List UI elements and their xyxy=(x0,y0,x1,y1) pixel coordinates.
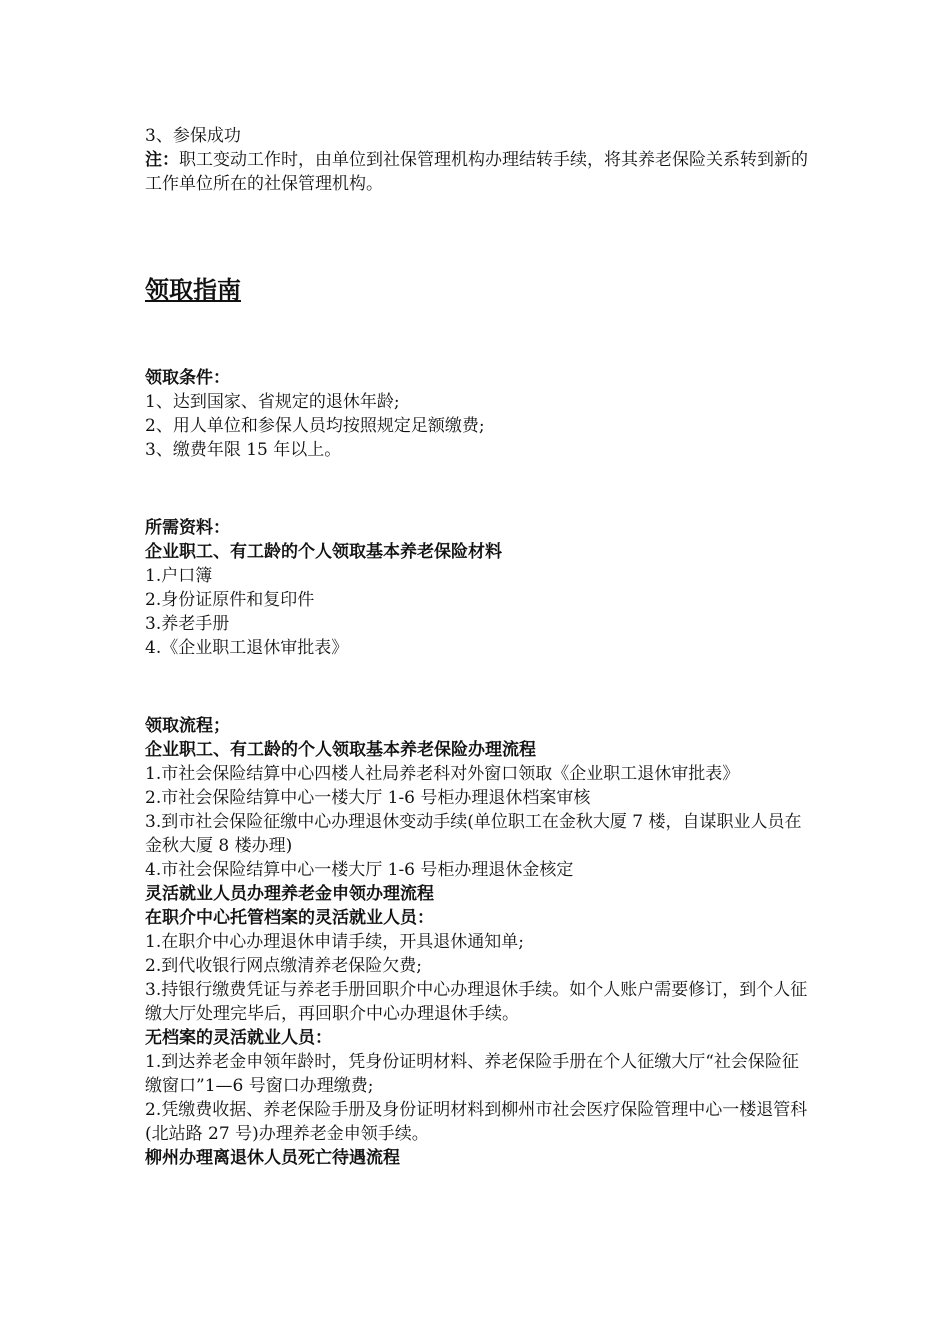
conditions-heading: 领取条件： xyxy=(145,368,230,388)
archived-heading: 在职介中心托管档案的灵活就业人员： xyxy=(145,908,434,928)
material-item-4: 4.《企业职工退休审批表》 xyxy=(145,638,349,658)
guide-title: 领取指南 xyxy=(145,275,241,304)
materials-subheading: 企业职工、有工龄的个人领取基本养老保险材料 xyxy=(145,542,502,562)
enterprise-step-2: 2.市社会保险结算中心一楼大厅 1-6 号柜办理退休档案审核 xyxy=(145,788,591,808)
condition-item-1: 1、达到国家、省规定的退休年龄; xyxy=(145,392,400,412)
process-heading: 领取流程； xyxy=(145,716,230,736)
note-label: 注： xyxy=(145,150,179,170)
enterprise-process-heading: 企业职工、有工龄的个人领取基本养老保险办理流程 xyxy=(145,740,536,760)
enterprise-step-4: 4.市社会保险结算中心一楼大厅 1-6 号柜办理退休金核定 xyxy=(145,860,574,880)
enterprise-step-3: 3.到市社会保险征缴中心办理退休变动手续(单位职工在金秋大厦 7 楼，自谋职业人员在金秋大厦 8 楼办理) xyxy=(145,812,802,856)
archived-step-1: 1.在职介中心办理退休申请手续，开具退休通知单; xyxy=(145,932,524,952)
note-text: 职工变动工作时，由单位到社保管理机构办理结转手续，将其养老保险关系转到新的工作单位所在的社保管理机构。 xyxy=(145,150,808,194)
condition-item-2: 2、用人单位和参保人员均按照规定足额缴费; xyxy=(145,416,485,436)
document-page xyxy=(145,124,815,1170)
step-3-line: 3、参保成功 xyxy=(145,126,241,146)
no-archive-step-2: 2.凭缴费收据、养老保险手册及身份证明材料到柳州市社会医疗保险管理中心一楼退管科(北站路 27 号)办理养老金申领手续。 xyxy=(145,1100,808,1144)
material-item-1: 1.户口簿 xyxy=(145,566,213,586)
archived-step-3: 3.持银行缴费凭证与养老手册回职介中心办理退休手续。如个人账户需要修订，到个人征缴大厅处理完毕后，再回职介中心办理退休手续。 xyxy=(145,980,808,1024)
enterprise-step-1: 1.市社会保险结算中心四楼人社局养老科对外窗口领取《企业职工退休审批表》 xyxy=(145,764,740,784)
materials-heading: 所需资料： xyxy=(145,518,230,538)
death-process-heading: 柳州办理离退休人员死亡待遇流程 xyxy=(145,1148,400,1168)
archived-step-2: 2.到代收银行网点缴清养老保险欠费; xyxy=(145,956,422,976)
condition-item-3: 3、缴费年限 15 年以上。 xyxy=(145,440,342,460)
flexible-process-heading: 灵活就业人员办理养老金申领办理流程 xyxy=(145,884,434,904)
no-archive-heading: 无档案的灵活就业人员： xyxy=(145,1028,332,1048)
material-item-2: 2.身份证原件和复印件 xyxy=(145,590,315,610)
material-item-3: 3.养老手册 xyxy=(145,614,230,634)
no-archive-step-1: 1.到达养老金申领年龄时，凭身份证明材料、养老保险手册在个人征缴大厅“社会保险征缴窗口”1—6 号窗口办理缴费; xyxy=(145,1052,799,1096)
note-paragraph xyxy=(145,148,815,196)
